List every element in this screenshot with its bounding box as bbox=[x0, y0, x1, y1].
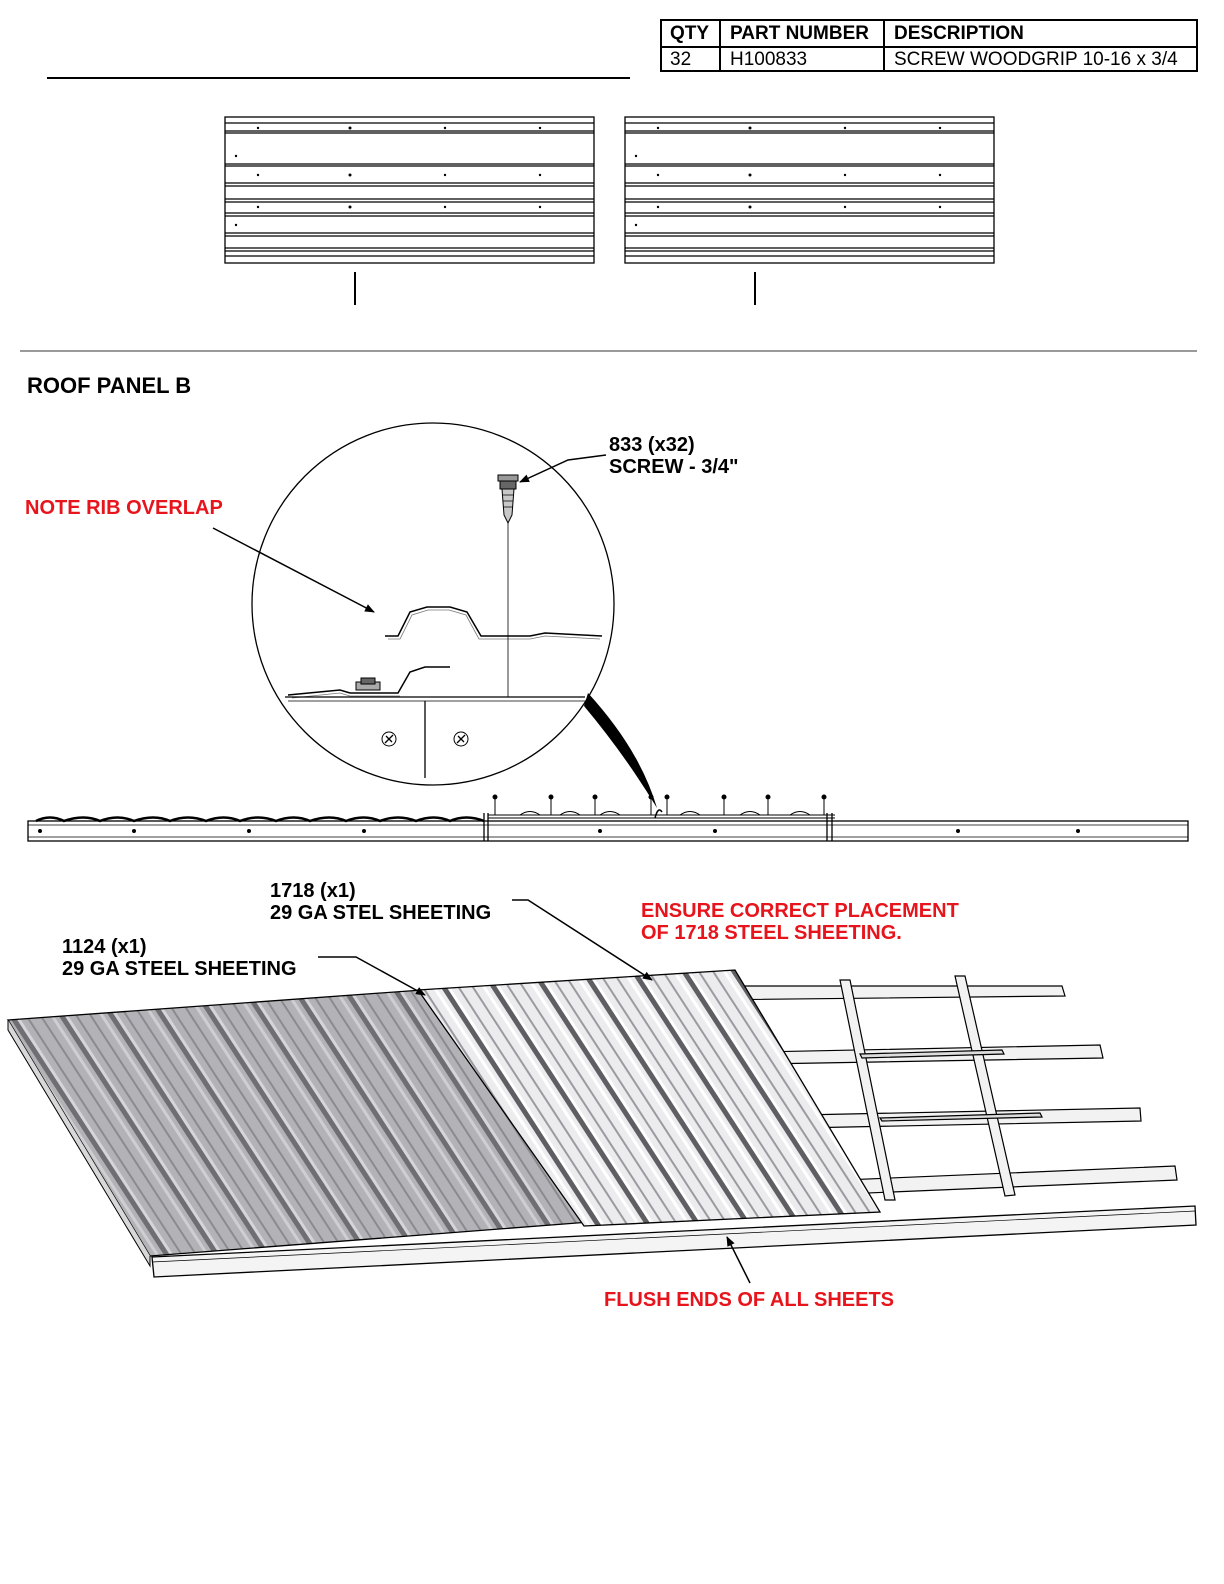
header-qty: QTY bbox=[670, 23, 710, 44]
header-part-number: PART NUMBER bbox=[730, 23, 869, 44]
screw-callout-qty: 833 (x32) bbox=[609, 434, 695, 456]
sheet-top-view-right bbox=[625, 117, 994, 305]
placement-note-line2: OF 1718 STEEL SHEETING. bbox=[641, 922, 902, 944]
side-elevation bbox=[28, 810, 1188, 841]
sheet-top-view-left bbox=[225, 117, 594, 305]
cell-qty: 32 bbox=[670, 49, 692, 70]
detail-leader bbox=[584, 693, 657, 808]
cell-part-number: H100833 bbox=[730, 49, 808, 70]
sheet-1124-desc: 29 GA STEEL SHEETING bbox=[62, 958, 297, 980]
cell-description: SCREW WOODGRIP 10-16 x 3/4 bbox=[894, 49, 1178, 70]
rib-overlap-note: NOTE RIB OVERLAP bbox=[25, 497, 223, 519]
sheet-1124-qty: 1124 (x1) bbox=[62, 936, 147, 958]
flush-ends-note: FLUSH ENDS OF ALL SHEETS bbox=[604, 1289, 895, 1311]
detail-circle bbox=[252, 423, 614, 785]
sheet-1718-desc: 29 GA STEL SHEETING bbox=[270, 902, 492, 924]
screw-callout-desc: SCREW - 3/4" bbox=[609, 456, 739, 478]
sheet-1718-leader bbox=[512, 900, 652, 980]
header-description: DESCRIPTION bbox=[894, 23, 1024, 44]
sheet-1124-leader bbox=[318, 957, 425, 995]
sheet-1718-qty: 1718 (x1) bbox=[270, 880, 356, 902]
section-title: ROOF PANEL B bbox=[27, 373, 192, 398]
placement-note-line1: ENSURE CORRECT PLACEMENT bbox=[641, 900, 959, 922]
